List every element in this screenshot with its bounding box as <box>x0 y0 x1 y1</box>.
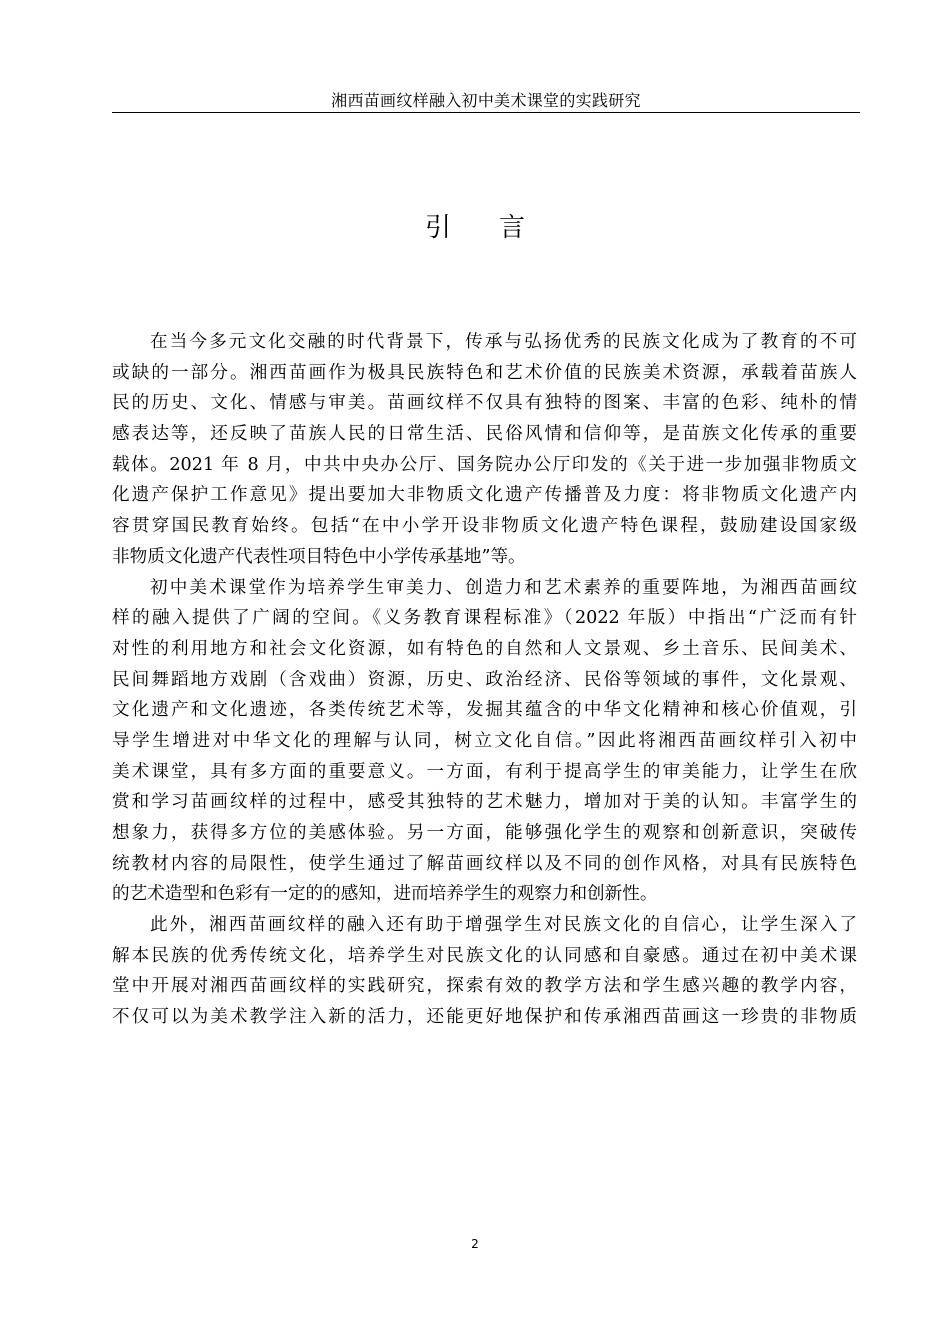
paragraph-line: 样的融入提供了广阔的空间。《义务教育课程标准》（2022 年版）中指出“广泛而有针 <box>112 608 857 629</box>
header-divider <box>112 112 860 113</box>
paragraph-line: 堂中开展对湘西苗画纹样的实践研究，探索有效的教学方法和学生感兴趣的教学内容， <box>112 976 857 997</box>
paragraph-line: 民的历史、文化、情感与审美。苗画纹样不仅具有独特的图案、丰富的色彩、纯朴的情 <box>112 393 857 414</box>
paragraph-line: 对性的利用地方和社会文化资源，如有特色的自然和人文景观、乡土音乐、民间美术、 <box>112 638 857 659</box>
paragraph-line: 赏和学习苗画纹样的过程中，感受其独特的艺术魅力，增加对于美的认知。丰富学生的 <box>112 792 857 813</box>
paragraph-line: 此外，湘西苗画纹样的融入还有助于增强学生对民族文化的自信心，让学生深入了 <box>150 915 857 936</box>
paragraph-line: 想象力，获得多方位的美感体验。另一方面，能够强化学生的观察和创新意识，突破传 <box>112 823 857 843</box>
paragraph-line: 文化遗产和文化遗迹，各类传统艺术等，发掘其蕴含的中华文化精神和核心价值观，引 <box>112 700 857 721</box>
running-header-title: 湘西苗画纹样融入初中美术课堂的实践研究 <box>331 91 641 110</box>
paragraph-line: 在当今多元文化交融的时代背景下，传承与弘扬优秀的民族文化成为了教育的不可 <box>150 332 857 352</box>
paragraph-line: 的艺术造型和色彩有一定的的感知，进而培养学生的观察力和创新性。 <box>112 884 658 905</box>
paragraph-2 <box>112 573 857 911</box>
paragraph-1 <box>112 327 857 573</box>
paragraph-3 <box>112 910 857 1033</box>
paragraph-line: 初中美术课堂作为培养学生审美力、创造力和艺术素养的重要阵地，为湘西苗画纹 <box>150 577 857 598</box>
paragraph-line: 载体。2021 年 8 月，中共中央办公厅、国务院办公厅印发的《关于进一步加强非物质文 <box>112 454 857 475</box>
paragraph-line: 导学生增进对中华文化的理解与认同，树立文化自信。”因此将湘西苗画纹样引入初中 <box>112 730 857 751</box>
paragraph-line: 民间舞蹈地方戏剧（含戏曲）资源，历史、政治经济、民俗等领域的事件，文化景观、 <box>112 669 857 690</box>
section-title: 引言 <box>424 213 573 243</box>
body-text <box>112 327 857 1033</box>
page-number: 2 <box>471 1237 479 1251</box>
paragraph-line: 不仅可以为美术教学注入新的活力，还能更好地保护和传承湘西苗画这一珍贵的非物质 <box>112 1007 857 1028</box>
paragraph-line: 感表达等，还反映了苗族人民的日常生活、民俗风情和信仰等，是苗族文化传承的重要 <box>112 424 857 445</box>
paragraph-line: 或缺的一部分。湘西苗画作为极具民族特色和艺术价值的民族美术资源，承载着苗族人 <box>112 362 857 383</box>
paragraph-line: 容贯穿国民教育始终。包括“在中小学开设非物质文化遗产特色课程，鼓励建设国家级 <box>112 516 857 537</box>
paragraph-line: 解本民族的优秀传统文化，培养学生对民族文化的认同感和自豪感。通过在初中美术课 <box>112 945 857 966</box>
paragraph-line: 美术课堂，具有多方面的重要意义。一方面，有利于提高学生的审美能力，让学生在欣 <box>112 761 857 782</box>
paragraph-line: 统教材内容的局限性，使学生通过了解苗画纹样以及不同的创作风格，对具有民族特色 <box>112 853 857 874</box>
paragraph-line: 化遗产保护工作意见》提出要加大非物质文化遗产传播普及力度：将非物质文化遗产内 <box>112 485 857 506</box>
paragraph-line: 非物质文化遗产代表性项目特色中小学传承基地”等。 <box>112 546 526 567</box>
